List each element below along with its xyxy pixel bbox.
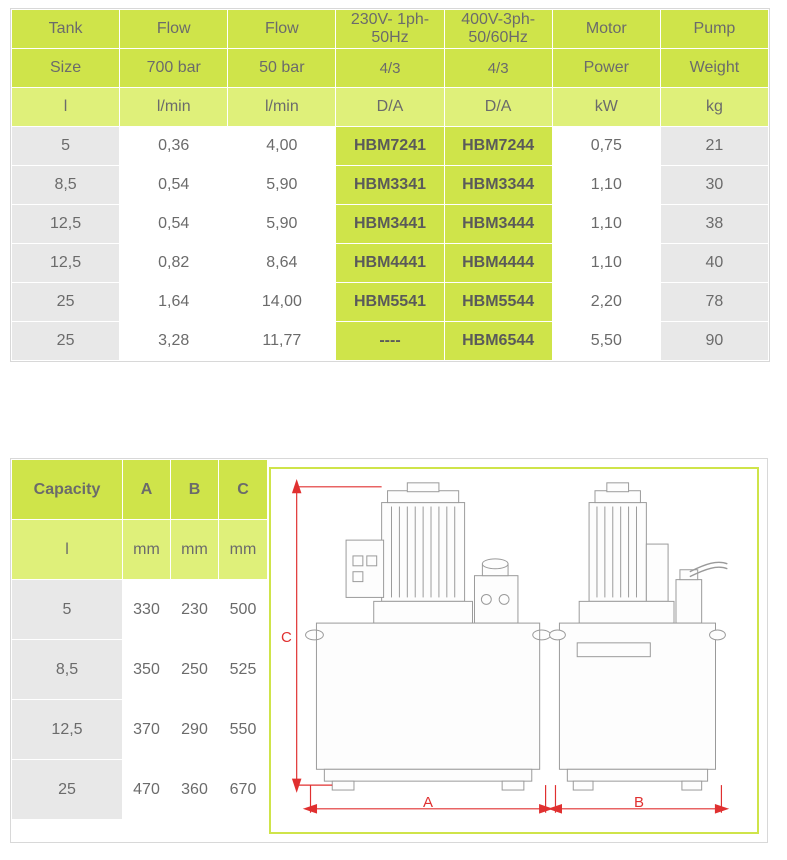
cell-tank-size: 12,5: [12, 205, 120, 244]
table-row: [12, 322, 769, 361]
unit-motor-power: kW: [552, 88, 660, 127]
table-row: [12, 205, 769, 244]
cell-flow700: 0,54: [120, 166, 228, 205]
cell-pump-weight: 38: [660, 205, 768, 244]
cell-flow50: 11,77: [228, 322, 336, 361]
header-dim-a: A: [123, 460, 171, 520]
cell-flow50: 8,64: [228, 244, 336, 283]
cell-motor-power: 1,10: [552, 244, 660, 283]
unit-dim-b: mm: [171, 520, 219, 580]
header-flow50-line1: Flow: [228, 10, 336, 49]
capacity-units-row: [12, 520, 268, 580]
dimension-label-a: A: [423, 794, 434, 811]
unit-flow50: l/min: [228, 88, 336, 127]
header-230v-line2: 4/3: [336, 49, 444, 88]
header-230v-line1: 230V- 1ph- 50Hz: [336, 10, 444, 49]
specification-table-container: [10, 8, 770, 362]
dimension-label-b: B: [634, 794, 645, 811]
cell-capacity: 5: [12, 580, 123, 640]
cell-dim-b: 230: [171, 580, 219, 640]
dimension-diagram-panel: [269, 467, 759, 834]
cell-model-230v: HBM3441: [336, 205, 444, 244]
cell-dim-b: 290: [171, 700, 219, 760]
cell-capacity: 12,5: [12, 700, 123, 760]
header-400v-line1: 400V-3ph-50/60Hz: [444, 10, 552, 49]
cell-pump-weight: 90: [660, 322, 768, 361]
cell-motor-power: 5,50: [552, 322, 660, 361]
header-400v-line2: 4/3: [444, 49, 552, 88]
table-header-row-1: [12, 10, 769, 49]
cell-dim-b: 250: [171, 640, 219, 700]
unit-dim-c: mm: [219, 520, 268, 580]
cell-flow50: 4,00: [228, 127, 336, 166]
cell-motor-power: 1,10: [552, 166, 660, 205]
table-row: [12, 760, 268, 820]
cell-dim-b: 360: [171, 760, 219, 820]
table-row: [12, 166, 769, 205]
cell-flow50: 14,00: [228, 283, 336, 322]
cell-dim-c: 500: [219, 580, 268, 640]
cell-motor-power: 0,75: [552, 127, 660, 166]
cell-model-230v: HBM4441: [336, 244, 444, 283]
cell-pump-weight: 78: [660, 283, 768, 322]
header-flow700-line1: Flow: [120, 10, 228, 49]
cell-model-230v: HBM7241: [336, 127, 444, 166]
cell-motor-power: 2,20: [552, 283, 660, 322]
cell-model-230v: ----: [336, 322, 444, 361]
cell-capacity: 25: [12, 760, 123, 820]
unit-flow700: l/min: [120, 88, 228, 127]
cell-model-230v: HBM3341: [336, 166, 444, 205]
cell-flow700: 1,64: [120, 283, 228, 322]
cell-pump-weight: 21: [660, 127, 768, 166]
cell-pump-weight: 40: [660, 244, 768, 283]
header-motor-power-line1: Motor: [552, 10, 660, 49]
table-row: [12, 640, 268, 700]
cell-tank-size: 8,5: [12, 166, 120, 205]
cell-flow50: 5,90: [228, 205, 336, 244]
cell-tank-size: 25: [12, 322, 120, 361]
header-flow50-line2: 50 bar: [228, 49, 336, 88]
cell-motor-power: 1,10: [552, 205, 660, 244]
table-row: [12, 283, 769, 322]
capacity-header-row: [12, 460, 268, 520]
cell-dim-a: 330: [123, 580, 171, 640]
header-tank-size-line1: Tank: [12, 10, 120, 49]
header-capacity: Capacity: [12, 460, 123, 520]
cell-flow700: 0,36: [120, 127, 228, 166]
header-pump-weight-line1: Pump: [660, 10, 768, 49]
unit-dim-a: mm: [123, 520, 171, 580]
cell-model-230v: HBM5541: [336, 283, 444, 322]
table-row: [12, 244, 769, 283]
cell-flow700: 0,54: [120, 205, 228, 244]
cell-tank-size: 12,5: [12, 244, 120, 283]
cell-tank-size: 25: [12, 283, 120, 322]
table-row: [12, 580, 268, 640]
capacity-and-diagram-container: [10, 458, 768, 843]
header-dim-c: C: [219, 460, 268, 520]
table-header-row-2: [12, 49, 769, 88]
cell-dim-c: 550: [219, 700, 268, 760]
cell-capacity: 8,5: [12, 640, 123, 700]
cell-model-400v: HBM7244: [444, 127, 552, 166]
cell-model-400v: HBM6544: [444, 322, 552, 361]
dimension-label-c: C: [281, 629, 292, 646]
capacity-table: [11, 459, 268, 820]
table-units-row: [12, 88, 769, 127]
cell-dim-a: 350: [123, 640, 171, 700]
cell-flow50: 5,90: [228, 166, 336, 205]
header-motor-power-line2: Power: [552, 49, 660, 88]
header-dim-b: B: [171, 460, 219, 520]
unit-pump-weight: kg: [660, 88, 768, 127]
cell-pump-weight: 30: [660, 166, 768, 205]
cell-flow700: 0,82: [120, 244, 228, 283]
table-row: [12, 700, 268, 760]
cell-dim-c: 670: [219, 760, 268, 820]
unit-230v: D/A: [336, 88, 444, 127]
cell-model-400v: HBM3344: [444, 166, 552, 205]
header-pump-weight-line2: Weight: [660, 49, 768, 88]
cell-model-400v: HBM3444: [444, 205, 552, 244]
cell-dim-a: 370: [123, 700, 171, 760]
cell-model-400v: HBM4444: [444, 244, 552, 283]
table-row: [12, 127, 769, 166]
cell-dim-a: 470: [123, 760, 171, 820]
power-pack-dimension-drawing: [271, 469, 757, 830]
cell-tank-size: 5: [12, 127, 120, 166]
cell-model-400v: HBM5544: [444, 283, 552, 322]
specification-table: [11, 9, 769, 361]
header-tank-size-line2: Size: [12, 49, 120, 88]
unit-tank-size: l: [12, 88, 120, 127]
unit-400v: D/A: [444, 88, 552, 127]
header-flow700-line2: 700 bar: [120, 49, 228, 88]
capacity-table-container: [11, 459, 263, 842]
cell-flow700: 3,28: [120, 322, 228, 361]
cell-dim-c: 525: [219, 640, 268, 700]
unit-capacity: l: [12, 520, 123, 580]
